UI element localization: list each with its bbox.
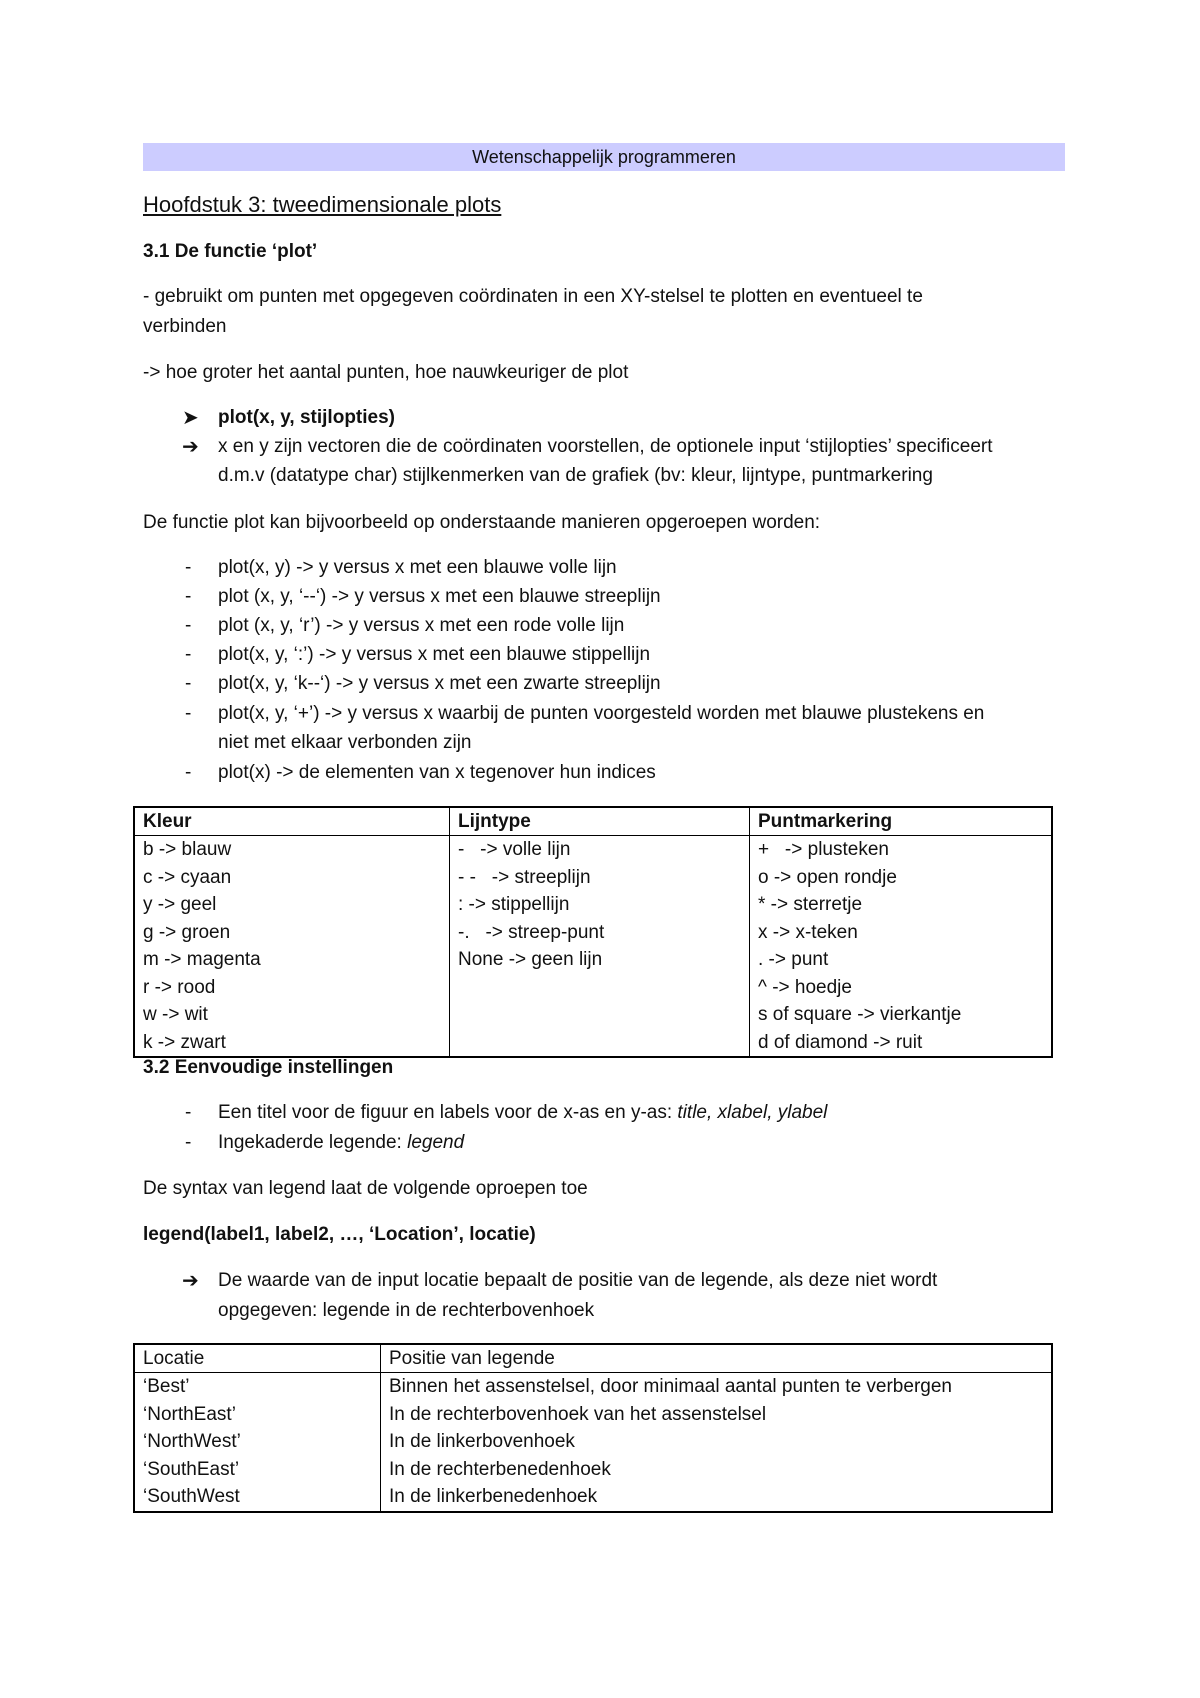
list-item-legend (218, 1132, 464, 1154)
table-cell: g -> groen (143, 921, 231, 943)
plot-syntax: plot(x, y, stijlopties) (218, 407, 395, 428)
locatie-column (134, 1373, 381, 1512)
legend-location-table (133, 1343, 1053, 1513)
table-cell: o -> open rondje (758, 866, 897, 888)
list-bullet: - (185, 557, 192, 578)
list-bullet: - (185, 1102, 192, 1123)
list-bullet: - (185, 703, 192, 724)
list-item: plot(x, y) -> y versus x met een blauwe volle lijn (218, 557, 617, 578)
table-header-locatie: Locatie (134, 1344, 381, 1373)
positie-column (381, 1373, 1053, 1512)
table-cell: Binnen het assenstelsel, door minimaal aantal punten te verbergen (389, 1376, 952, 1397)
list-item-continuation: niet met elkaar verbonden zijn (218, 732, 472, 753)
table-cell: : -> stippellijn (458, 894, 570, 915)
chapter-title: Hoofdstuk 3: tweedimensionale plots (143, 192, 502, 217)
table-cell: s of square -> vierkantje (758, 1004, 962, 1025)
list-item: plot (x, y, ‘--‘) -> y versus x met een blauwe streeplijn (218, 586, 661, 607)
list-bullet: - (185, 762, 192, 783)
table-cell: - - -> streeplijn (458, 866, 591, 888)
list-bullet: - (185, 1132, 192, 1153)
table-cell: . -> punt (758, 949, 829, 970)
function-name: legend (407, 1132, 465, 1153)
kleur-column (134, 836, 450, 1058)
list-item: plot(x, y, ‘+’) -> y versus x waarbij de punten voorgesteld worden met blauwe plustekens en (218, 703, 985, 724)
list-item-text: Ingekaderde legende: (218, 1132, 408, 1153)
style-options-table (133, 806, 1053, 1058)
table-cell: In de linkerbovenhoek (389, 1431, 575, 1452)
lijntype-column (450, 836, 750, 1058)
list-bullet: - (185, 644, 192, 665)
list-bullet: - (185, 673, 192, 694)
table-cell: ‘SouthEast’ (143, 1458, 240, 1480)
legend-note-line-1: De waarde van de input locatie bepaalt de positie van de legende, als deze niet wordt (218, 1270, 938, 1291)
table-cell: ‘Best’ (143, 1376, 190, 1397)
table-cell: r -> rood (143, 976, 216, 998)
table-cell: m -> magenta (143, 949, 261, 970)
list-item-title-labels (218, 1102, 827, 1124)
table-cell: ‘NorthEast’ (143, 1403, 236, 1425)
legend-syntax: legend(label1, label2, …, ‘Location’, locatie) (143, 1224, 536, 1245)
list-item: plot(x, y, ‘:’) -> y versus x met een blauwe stippellijn (218, 644, 651, 665)
table-cell: d of diamond -> ruit (758, 1031, 923, 1053)
list-item: plot (x, y, ‘r’) -> y versus x met een rode volle lijn (218, 615, 625, 636)
paragraph-accuracy: -> hoe groter het aantal punten, hoe nauwkeuriger de plot (143, 362, 629, 383)
paragraph-usage-line-1: - gebruikt om punten met opgegeven coördinaten in een XY-stelsel te plotten en eventueel te (143, 286, 923, 307)
table-cell: ‘SouthWest (143, 1486, 240, 1507)
table-cell: y -> geel (143, 894, 217, 915)
plot-note-line-1: x en y zijn vectoren die de coördinaten voorstellen, de optionele input ‘stijlopties’ specificeert (218, 436, 993, 457)
table-cell: ^ -> hoedje (758, 976, 852, 998)
paragraph-usage-line-2: verbinden (143, 316, 227, 337)
table-cell: k -> zwart (143, 1031, 226, 1053)
plot-note-line-2: d.m.v (datatype char) stijlkenmerken van de grafiek (bv: kleur, lijntype, puntmarkering (218, 465, 933, 486)
table-cell: + -> plusteken (758, 839, 889, 860)
section-2-title: 3.2 Eenvoudige instellingen (143, 1057, 394, 1078)
table-cell: x -> x-teken (758, 921, 858, 943)
list-bullet: - (185, 586, 192, 607)
table-cell: w -> wit (143, 1004, 208, 1025)
list-item-text: Een titel voor de figuur en labels voor de x-as en y-as: (218, 1102, 678, 1123)
section-1-title: 3.1 De functie ‘plot’ (143, 241, 318, 262)
chevron-right-icon: ➤ (182, 407, 199, 429)
table-cell: * -> sterretje (758, 894, 863, 915)
table-header-kleur: Kleur (134, 807, 450, 836)
legend-intro: De syntax van legend laat de volgende oproepen toe (143, 1178, 588, 1199)
plot-intro: De functie plot kan bijvoorbeeld op onderstaande manieren opgeroepen worden: (143, 512, 821, 533)
list-item: plot(x, y, ‘k--‘) -> y versus x met een zwarte streeplijn (218, 673, 661, 694)
table-header-puntmarkering: Puntmarkering (750, 807, 1053, 836)
puntmarkering-column (750, 836, 1053, 1058)
table-cell: In de rechterbenedenhoek (389, 1458, 611, 1480)
table-cell: -. -> streep-punt (458, 921, 605, 943)
table-cell: b -> blauw (143, 839, 232, 860)
arrow-right-icon: ➔ (182, 1270, 199, 1292)
table-cell: - -> volle lijn (458, 839, 571, 860)
function-names: title, xlabel, ylabel (677, 1102, 828, 1123)
list-item: plot(x) -> de elementen van x tegenover hun indices (218, 762, 656, 783)
arrow-right-icon: ➔ (182, 436, 199, 458)
table-cell: None -> geen lijn (458, 949, 603, 970)
table-cell: c -> cyaan (143, 866, 232, 888)
table-cell: In de linkerbenedenhoek (389, 1486, 598, 1507)
list-bullet: - (185, 615, 192, 636)
page-header: Wetenschappelijk programmeren (143, 143, 1065, 171)
legend-note-line-2: opgegeven: legende in de rechterbovenhoek (218, 1300, 595, 1321)
table-cell: ‘NorthWest’ (143, 1431, 241, 1452)
table-header-positie: Positie van legende (381, 1344, 1053, 1373)
table-header-lijntype: Lijntype (450, 807, 750, 836)
table-cell: In de rechterbovenhoek van het assenstelsel (389, 1403, 767, 1425)
